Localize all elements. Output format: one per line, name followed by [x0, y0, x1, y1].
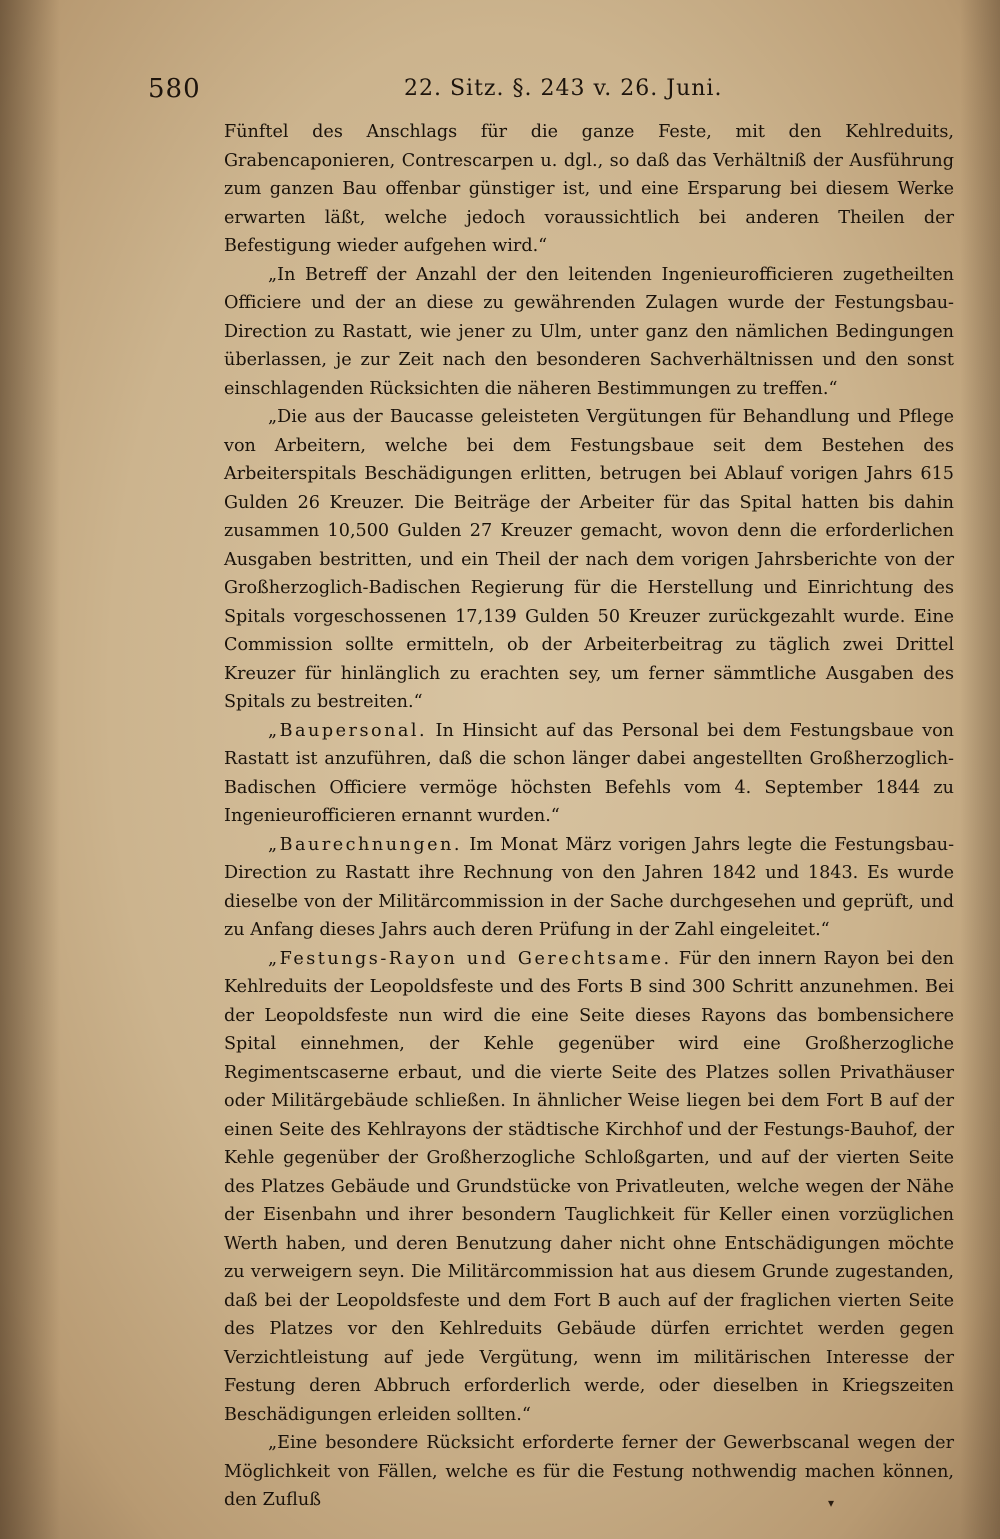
- paragraph-text: „Eine besondere Rücksicht erforderte ferner der Gewerbscanal wegen der Möglichkeit von Fällen, welche es für die Festung nothwendig machen können, den Zufluß: [224, 1433, 954, 1510]
- gutter-shadow: [0, 0, 60, 1539]
- paragraph-4: [224, 717, 954, 831]
- paragraph-text: Für den innern Rayon bei den Kehlreduits der Leopoldsfeste und des Forts B sind 300 Schritt anzunehmen. Bei der Leopoldsfeste nun wird die eine Seite dieses Rayons das bombensichere Spital einnehmen, der Kehle gegenüber wird eine Großherzogliche Regimentscaserne erbaut, und die vierte Seite des Platzes sollen Privathäuser oder Militärgebäude schließen. In ähnlicher Weise liegen bei dem Fort B auf der einen Seite des Kehlrayons der städtische Kirchhof und der Festungs-Bauhof, der Kehle gegenüber der Großherzogliche Schloßgarten, und auf der vierten Seite des Platzes Gebäude und Grundstücke von Privatleuten, welche wegen der Nähe der Eisenbahn und ihrer besondern Tauglichkeit für Keller einen vorzüglichen Werth haben, und deren Benutzung daher nicht ohne Entschädigungen möchte zu verweigern seyn. Die Militärcommission hat aus diesem Grunde zugestanden, daß bei der Leopoldsfeste und dem Fort B auch auf der fraglichen vierten Seite des Platzes vor den Kehlreduits Gebäude dürfen errichtet werden gegen Verzichtleistung auf jede Vergütung, wenn im militärischen Interesse der Festung deren Abbruch erforderlich werde, oder dieselben in Kriegszeiten Beschädigungen erleiden sollten.“: [224, 948, 954, 1425]
- section-lead: „Baurechnungen.: [268, 834, 462, 855]
- paragraph-text: In Hinsicht auf das Personal bei dem Festungsbaue von Rastatt ist anzuführen, daß die schon länger dabei angestellten Großherzoglich-Badischen Officiere vermöge höchsten Befehls vom 4. September 1844 zu Ingenieurofficieren ernannt wurden.“: [224, 720, 954, 826]
- section-lead: „Baupersonal.: [268, 720, 428, 741]
- paragraph-7: [224, 1429, 954, 1515]
- paragraph-text: Im Monat März vorigen Jahrs legte die Festungsbau-Direction zu Rastatt ihre Rechnung von den Jahren 1842 und 1843. Es wurde dieselbe von der Militärcommission in der Sache durchgesehen und geprüft, und zu Anfang dieses Jahrs auch deren Prüfung in der Zahl eingeleitet.“: [224, 834, 955, 940]
- paragraph-text: Fünftel des Anschlags für die ganze Feste, mit den Kehlreduits, Grabencaponieren, Contrescarpen u. dgl., so daß das Verhältniß der Ausführung zum ganzen Bau offenbar günstiger ist, und eine Ersparung bei diesem Werke erwarten läßt, welche jedoch voraussichtlich bei anderen Theilen der Befestigung wieder aufgehen wird.“: [224, 122, 954, 256]
- paragraph-2: [224, 261, 954, 404]
- section-lead: „Festungs-Rayon und Gerechtsame.: [268, 948, 672, 969]
- paragraph-3: [224, 403, 954, 717]
- paragraph-1: [224, 118, 954, 261]
- page-number: 580: [148, 74, 201, 104]
- paragraph-6: [224, 945, 954, 1430]
- edge-shadow: [960, 0, 1000, 1539]
- page-header: [148, 74, 948, 110]
- running-title: 22. Sitz. §. 243 v. 26. Juni.: [404, 76, 723, 101]
- paragraph-text: „Die aus der Baucasse geleisteten Vergütungen für Behandlung und Pflege von Arbeitern, welche bei dem Festungsbaue seit dem Bestehen des Arbeiterspitals Beschädigungen erlitten, betrugen bei Ablauf vorigen Jahrs 615 Gulden 26 Kreuzer. Die Beiträge der Arbeiter für das Spital hatten bis dahin zusammen 10,500 Gulden 27 Kreuzer gemacht, wovon denn die erforderlichen Ausgaben bestritten, und ein Theil der nach dem vorigen Jahrsberichte von der Großherzoglich-Badischen Regierung für die Herstellung und Einrichtung des Spitals vorgeschossenen 17,139 Gulden 50 Kreuzer zurückgezahlt wurde. Eine Commission sollte ermitteln, ob der Arbeiterbeitrag zu täglich zwei Drittel Kreuzer für hinlänglich zu erachten sey, um ferner sämmtliche Ausgaben des Spitals zu bestreiten.“: [224, 407, 954, 712]
- body-text: [224, 118, 954, 1515]
- printer-mark: ▾: [828, 1496, 835, 1510]
- paragraph-5: [224, 831, 954, 945]
- paragraph-text: „In Betreff der Anzahl der den leitenden Ingenieurofficieren zugetheilten Officiere und der an diese zu gewährenden Zulagen wurde der Festungsbau-Direction zu Rastatt, wie jener zu Ulm, unter ganz den nämlichen Bedingungen überlassen, je zur Zeit nach den besonderen Sachverhältnissen und den sonst einschlagenden Rücksichten die näheren Bestimmungen zu treffen.“: [224, 264, 954, 399]
